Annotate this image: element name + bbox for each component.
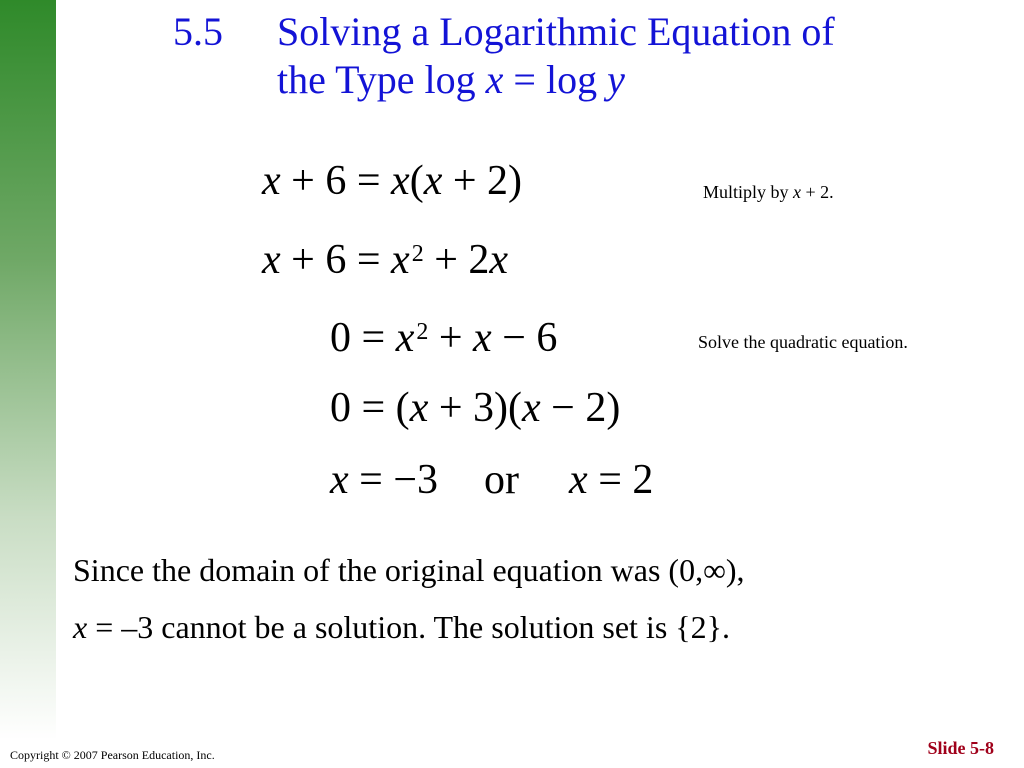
title-type-log: the Type log [277, 57, 486, 102]
equation-1: x + 6 = x(x + 2) [262, 158, 523, 204]
conclusion-line-1: Since the domain of the original equation was (0,∞), [73, 552, 745, 588]
title-line-2 [277, 56, 977, 104]
side-gradient-bar [0, 0, 56, 740]
title-text [277, 8, 977, 104]
copyright-text: Copyright © 2007 Pearson Education, Inc. [10, 748, 215, 762]
equation-4: 0 = (x + 3)(x − 2) [330, 385, 621, 431]
side-divider [56, 0, 57, 740]
conclusion-line-2 [73, 609, 730, 646]
title-var-x: x [485, 57, 504, 102]
conclusion-line-2-rest: = –3 cannot be a solution. The solution set is {2}. [87, 609, 730, 645]
equation-2: $x + 6 = x^2 + 2x$ [262, 237, 509, 283]
title-var-y: y [607, 57, 625, 102]
conclusion-var-x: x [73, 609, 88, 645]
note-multiply-prefix: Multiply by [703, 182, 794, 202]
note-multiply-var: x [793, 182, 802, 202]
note-multiply [703, 182, 834, 203]
note-solve-quadratic: Solve the quadratic equation. [698, 332, 908, 352]
equation-5: x = −3 or x = 2 [330, 457, 654, 503]
equation-3: $0 = x^2 + x - 6$ [330, 315, 558, 361]
section-number: 5.5 [173, 9, 223, 54]
title-equals-log: = log [503, 57, 608, 102]
title-line-1: Solving a Logarithmic Equation of [277, 9, 835, 54]
slide-number: Slide 5-8 [927, 738, 994, 758]
note-multiply-suffix: + 2. [801, 182, 834, 202]
